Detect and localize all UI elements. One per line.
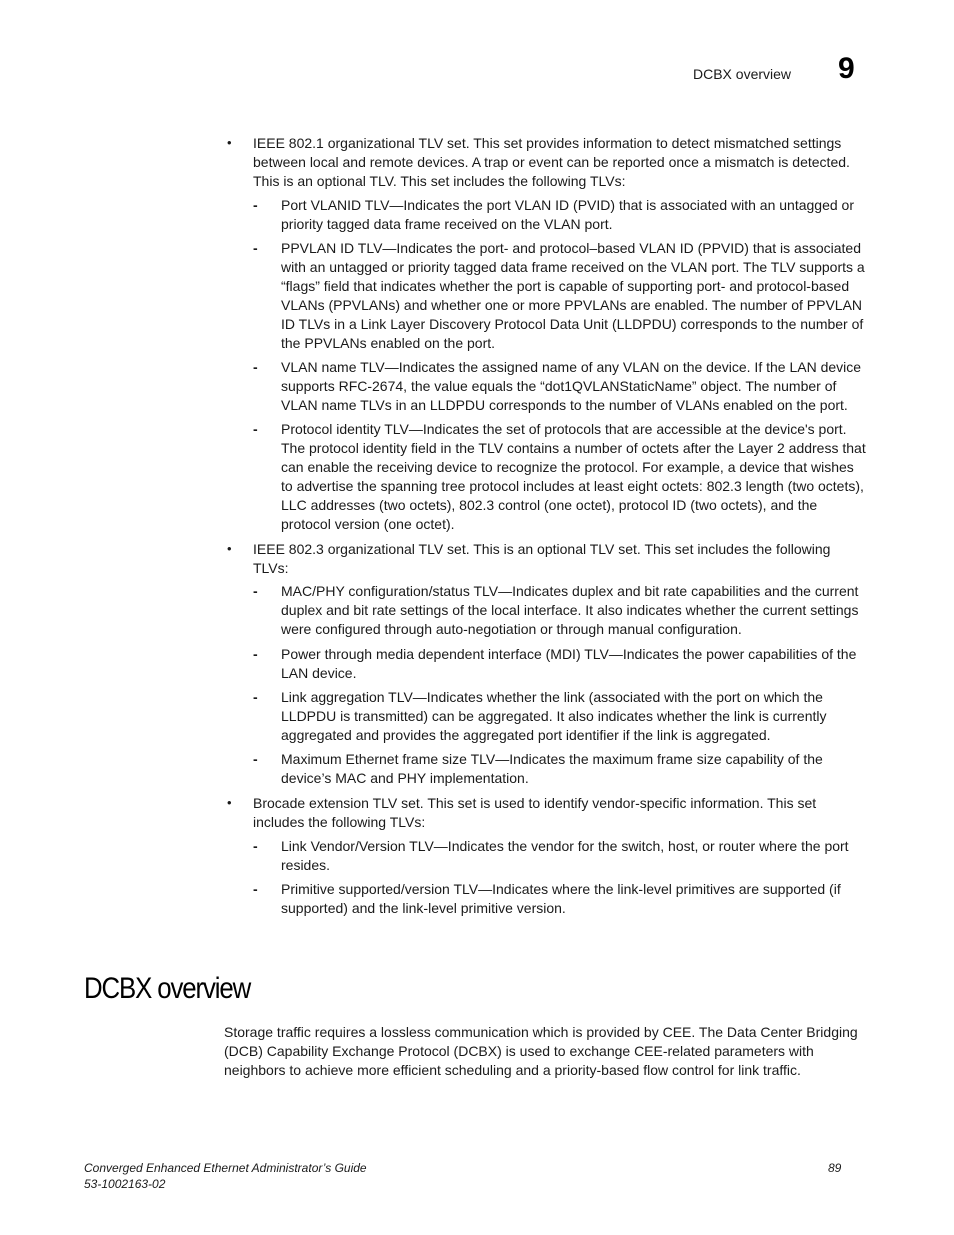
dash-mark: -: [253, 583, 258, 600]
bullet-mark: •: [227, 135, 232, 150]
section-heading: DCBX overview: [84, 972, 251, 1005]
running-header: [0, 52, 954, 92]
tlv-item: [253, 837, 868, 875]
dash-mark: -: [253, 645, 258, 662]
dash-mark: -: [253, 688, 258, 705]
tlv-item-text: Protocol identity TLV—Indicates the set of protocols that are accessible at the device's port. The protocol identity field in the TLV contains a number of octets after the Layer 2 address that can enable the receiving device to recognize the protocol. For example, a device that wishes to advertise the spanning tree protocol includes at least eight octets: 802.3 length (two octets), LLC addresses (two octets), 802.3 control (one octet), protocol ID (two octets), and the protocol version (one octet).: [281, 421, 866, 532]
footer-page-number: 89: [828, 1161, 842, 1175]
tlv-item: [253, 645, 868, 683]
footer-doc-number: 53-1002163-02: [84, 1177, 166, 1191]
tlv-set-ieee-802-3: [227, 540, 868, 788]
bullet-mark: •: [227, 540, 232, 556]
tlv-item-text: Link aggregation TLV—Indicates whether the link (associated with the port on which the LLDPDU is transmitted) can be aggregated. It also indicates whether the link is currently aggregated and provides the aggregated port identifier if the link is aggregated.: [281, 688, 827, 743]
tlv-item-text: Port VLANID TLV—Indicates the port VLAN ID (PVID) that is associated with an untagged or priority tagged data frame received on the VLAN port.: [281, 196, 854, 232]
tlv-set-list: [227, 134, 868, 924]
tlv-item-text: Maximum Ethernet frame size TLV—Indicates the maximum frame size capability of the device’s MAC and PHY implementation.: [281, 751, 823, 787]
tlv-item-text: Power through media dependent interface (MDI) TLV—Indicates the power capabilities of the LAN device.: [281, 645, 857, 681]
dash-mark: -: [253, 196, 258, 213]
tlv-set-description: Brocade extension TLV set. This set is used to identify vendor-specific information. This set includes the following TLVs:: [253, 795, 817, 830]
tlv-item-text: VLAN name TLV—Indicates the assigned name of any VLAN on the device. If the LAN device supports RFC-2674, the value equals the “dot1QVLANStaticName” object. The number of VLAN name TLVs in an LLDPDU corresponds to the number of VLANs enabled on the port.: [281, 358, 862, 413]
tlv-item: [253, 880, 868, 918]
dash-mark: -: [253, 240, 258, 257]
tlv-item: [253, 196, 868, 234]
dash-mark: -: [253, 751, 258, 768]
tlv-item: [253, 239, 868, 352]
chapter-number: 9: [838, 52, 855, 85]
tlv-item: [253, 358, 868, 415]
tlv-set-description: IEEE 802.3 organizational TLV set. This is an optional TLV set. This set includes the following TLVs:: [253, 540, 831, 576]
tlv-item-text: MAC/PHY configuration/status TLV—Indicates duplex and bit rate capabilities and the current duplex and bit rate settings of the local interface. It also indicates whether the current settings were configured through auto-negotiation or through manual configuration.: [281, 583, 859, 638]
tlv-item: [253, 750, 868, 788]
tlv-item-text: Primitive supported/version TLV—Indicates where the link-level primitives are supported (if supported) and the link-level primitive version.: [281, 881, 841, 917]
dash-mark: -: [253, 358, 258, 375]
bullet-mark: •: [227, 795, 232, 810]
section-paragraph: Storage traffic requires a lossless communication which is provided by CEE. The Data Center Bridging (DCB) Capability Exchange Protocol (DCBX) is used to exchange CEE-related parameters with neighbors to achieve more efficient scheduling and a priority-based flow control for link traffic.: [224, 1024, 858, 1078]
dash-mark: -: [253, 421, 258, 438]
dash-mark: -: [253, 881, 258, 898]
tlv-item-text: Link Vendor/Version TLV—Indicates the vendor for the switch, host, or router where the port resides.: [281, 837, 849, 873]
tlv-item-text: PPVLAN ID TLV—Indicates the port- and protocol–based VLAN ID (PPVID) that is associated with an untagged or priority tagged data frame received on the VLAN port. The TLV supports a “flags” field that indicates whether the port is capable of supporting port- and protocol-based VLANs (PPVLANs) and whether one or more PPVLANs are enabled. The number of PPVLAN ID TLVs in a Link Layer Discovery Protocol Data Unit (LLDPDU) corresponds to the number of the PPVLANs enabled on the port.: [281, 240, 865, 351]
tlv-item: [253, 420, 868, 533]
tlv-set-description: IEEE 802.1 organizational TLV set. This set provides information to detect mismatched settings between local and remote devices. A trap or event can be reported once a mismatch is detected. This is an optional TLV. This set includes the following TLVs:: [253, 135, 850, 189]
tlv-item: [253, 688, 868, 745]
tlv-set-brocade-extension: [227, 794, 868, 918]
header-section-name: DCBX overview: [693, 66, 792, 82]
tlv-item: [253, 582, 868, 639]
dash-mark: -: [253, 837, 258, 854]
tlv-set-ieee-802-1: [227, 134, 868, 534]
footer-guide-title: Converged Enhanced Ethernet Administrator’s Guide: [84, 1161, 367, 1175]
